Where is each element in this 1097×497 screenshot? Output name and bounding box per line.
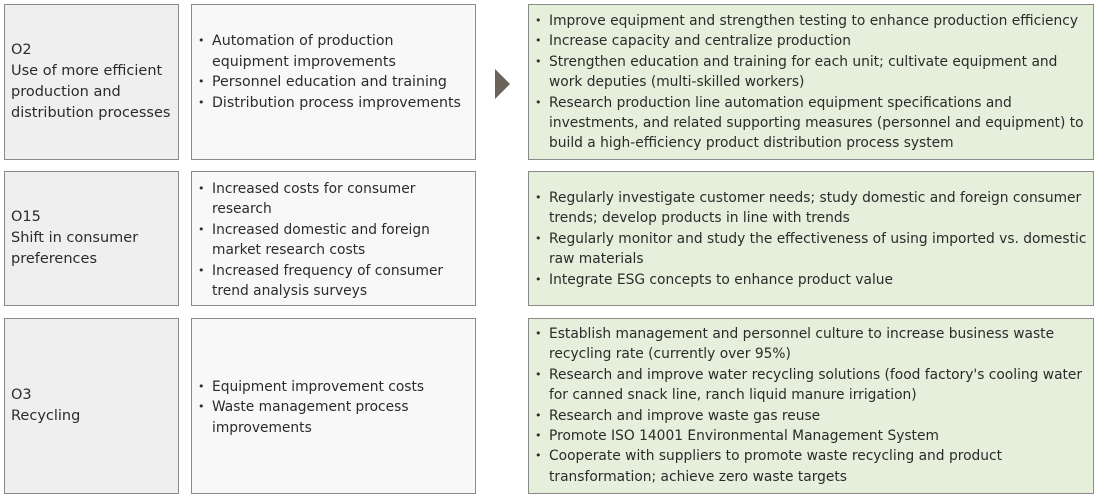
arrow-right-icon	[495, 69, 510, 99]
opportunity-cell	[4, 318, 179, 494]
action-cell	[528, 318, 1094, 494]
action-item: • Establish management and personnel culture to increase business waste recycling rate (currently over 95%)	[535, 324, 1087, 365]
opportunity-title-line: preferences	[11, 251, 97, 267]
opportunity-cell	[4, 4, 179, 160]
impact-list	[198, 179, 469, 301]
opportunity-code: O15	[11, 209, 41, 225]
action-item: • Research production line automation equipment specifications and investments, and related supporting measures (personnel and equipment) to build a high-efficiency product distribution process system	[535, 93, 1087, 154]
row-o15	[0, 171, 1097, 306]
opportunity-code: O3	[11, 387, 32, 403]
action-item: • Research and improve water recycling solutions (food factory's cooling water for canned snack line, ranch liquid manure irrigation)	[535, 365, 1087, 406]
impact-cell	[191, 318, 476, 494]
action-list	[535, 11, 1087, 154]
opportunity-title-line: Recycling	[11, 408, 81, 424]
opportunity-cell	[4, 171, 179, 306]
impact-item: • Increased costs for consumer research	[198, 179, 469, 220]
opportunity-title-line: distribution processes	[11, 105, 171, 121]
row-o2	[0, 4, 1097, 160]
opportunity-title-line: production and	[11, 84, 121, 100]
action-list	[535, 188, 1087, 290]
action-item: • Promote ISO 14001 Environmental Management System	[535, 426, 1087, 446]
opportunity-title-line: Shift in consumer	[11, 230, 139, 246]
impact-item: • Equipment improvement costs	[198, 377, 469, 397]
impact-cell	[191, 4, 476, 160]
opportunity-title-line: Use of more efficient	[11, 63, 163, 79]
impact-item: • Personnel education and training	[198, 72, 469, 93]
action-item: • Improve equipment and strengthen testing to enhance production efficiency	[535, 11, 1087, 31]
action-list	[535, 324, 1087, 487]
action-item: • Strengthen education and training for each unit; cultivate equipment and work deputies (multi-skilled workers)	[535, 52, 1087, 93]
action-item: • Increase capacity and centralize production	[535, 31, 1087, 51]
impact-cell	[191, 171, 476, 306]
action-cell	[528, 4, 1094, 160]
impact-item: • Increased domestic and foreign market research costs	[198, 220, 469, 261]
opportunity-code: O2	[11, 42, 32, 58]
action-item: • Regularly investigate customer needs; study domestic and foreign consumer trends; develop products in line with trends	[535, 188, 1087, 229]
impact-item: • Waste management process improvements	[198, 397, 469, 438]
impact-list	[198, 377, 469, 438]
action-item: • Research and improve waste gas reuse	[535, 406, 1087, 426]
impact-item: • Automation of production equipment improvements	[198, 31, 469, 72]
action-item: • Integrate ESG concepts to enhance product value	[535, 270, 1087, 290]
action-cell	[528, 171, 1094, 306]
impact-list	[198, 31, 469, 113]
row-o3	[0, 318, 1097, 494]
action-item: • Cooperate with suppliers to promote waste recycling and product transformation; achieve zero waste targets	[535, 446, 1087, 487]
impact-item: • Distribution process improvements	[198, 93, 469, 114]
impact-item: • Increased frequency of consumer trend analysis surveys	[198, 261, 469, 302]
action-item: • Regularly monitor and study the effectiveness of using imported vs. domestic raw materials	[535, 229, 1087, 270]
